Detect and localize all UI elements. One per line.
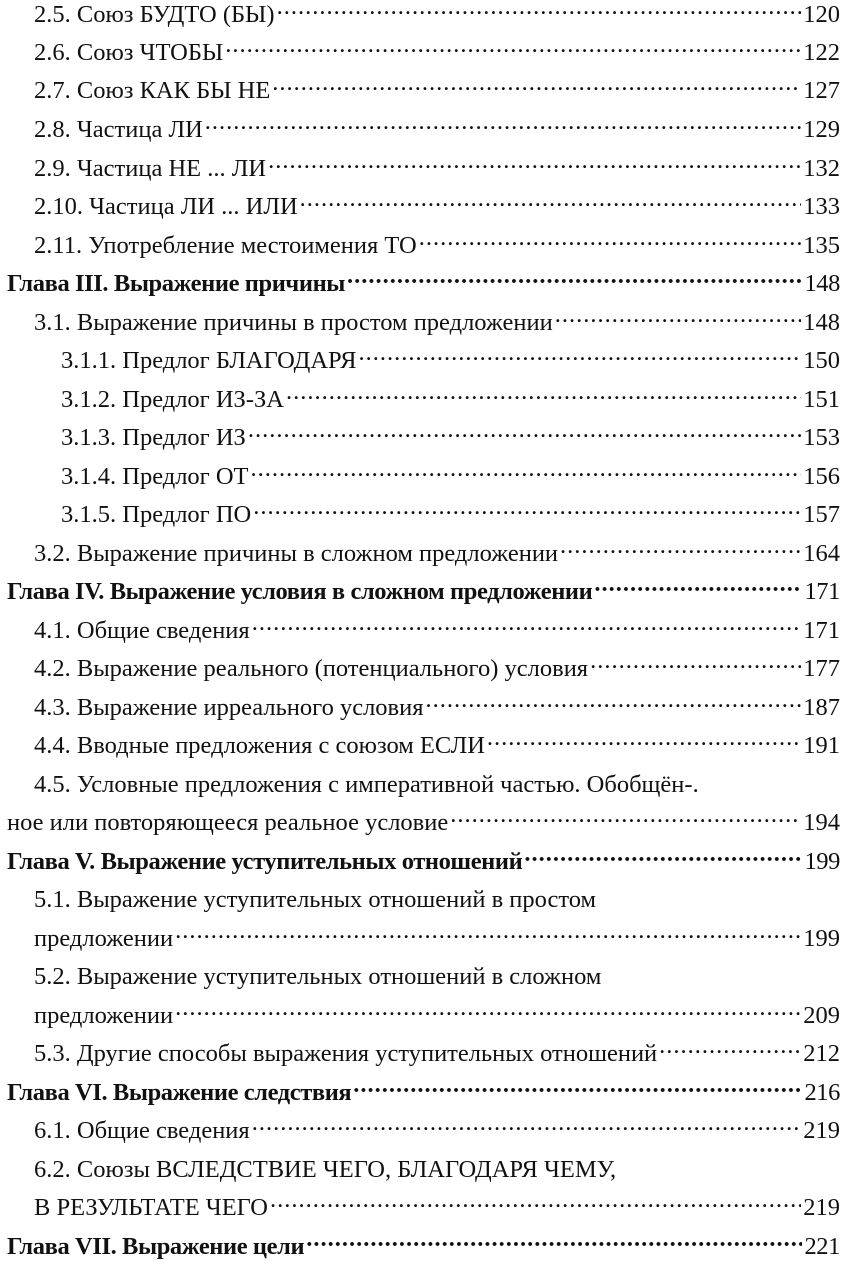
toc-entry-4-1[interactable] bbox=[0, 612, 840, 651]
chapter-title: Глава IV. Выражение условия в сложном предложении bbox=[7, 578, 593, 605]
dot-leader bbox=[306, 1230, 802, 1255]
page-number: 120 bbox=[803, 1, 840, 28]
page-number: 177 bbox=[803, 655, 840, 682]
entry-title-continued: предложении bbox=[34, 1002, 174, 1029]
page-number: 122 bbox=[803, 39, 840, 66]
page-number: 153 bbox=[803, 424, 840, 451]
page-number: 151 bbox=[803, 386, 840, 413]
entry-title: 2.10. Частица ЛИ ... ИЛИ bbox=[34, 193, 298, 220]
dot-leader bbox=[252, 614, 802, 639]
dot-leader bbox=[225, 36, 801, 61]
chapter-title: Глава V. Выражение уступительных отношений bbox=[7, 848, 523, 875]
dot-leader bbox=[268, 152, 801, 177]
toc-entry-4-2[interactable] bbox=[0, 650, 840, 689]
toc-chapter-7[interactable] bbox=[0, 1228, 840, 1267]
dot-leader bbox=[253, 498, 801, 523]
dot-leader bbox=[175, 922, 801, 947]
toc-entry-6-2-line1[interactable] bbox=[0, 1151, 840, 1190]
entry-title: 3.1.5. Предлог ПО bbox=[61, 501, 252, 528]
dot-leader bbox=[487, 729, 801, 754]
entry-title: 4.3. Выражение ирреального условия bbox=[34, 694, 424, 721]
entry-title: 4.4. Вводные предложения с союзом ЕСЛИ bbox=[34, 732, 485, 759]
dot-leader bbox=[270, 1191, 801, 1216]
toc-entry-2-8[interactable] bbox=[0, 111, 840, 150]
dot-leader bbox=[555, 306, 802, 331]
dot-leader bbox=[358, 344, 801, 369]
dot-leader bbox=[594, 575, 802, 600]
toc-entry-5-1-line1[interactable] bbox=[0, 881, 840, 920]
entry-title: 3.1.4. Предлог ОТ bbox=[61, 463, 249, 490]
toc-entry-4-4[interactable] bbox=[0, 727, 840, 766]
page-number: 164 bbox=[803, 540, 840, 567]
toc-chapter-4[interactable] bbox=[0, 573, 840, 612]
toc-chapter-6[interactable] bbox=[0, 1074, 840, 1113]
toc-entry-2-7[interactable] bbox=[0, 72, 840, 111]
dot-leader bbox=[286, 383, 801, 408]
page-number: 221 bbox=[804, 1233, 840, 1260]
dot-leader bbox=[252, 1114, 802, 1139]
page-number: 150 bbox=[803, 347, 840, 374]
toc-entry-3-2[interactable] bbox=[0, 535, 840, 574]
toc-entry-3-1-5[interactable] bbox=[0, 496, 840, 535]
entry-title-continued: ное или повторяющееся реальное условие bbox=[7, 809, 449, 836]
page-number: 209 bbox=[803, 1002, 840, 1029]
chapter-title: Глава VI. Выражение следствия bbox=[7, 1079, 352, 1106]
entry-title: 3.1.1. Предлог БЛАГОДАРЯ bbox=[61, 347, 357, 374]
page-number: 219 bbox=[803, 1117, 840, 1144]
dot-leader bbox=[560, 537, 801, 562]
entry-title: 3.1.2. Предлог ИЗ-ЗА bbox=[61, 386, 284, 413]
toc-entry-5-2-line2[interactable] bbox=[0, 997, 840, 1036]
dot-leader bbox=[524, 845, 802, 870]
entry-title: 6.1. Общие сведения bbox=[34, 1117, 250, 1144]
dot-leader bbox=[426, 691, 802, 716]
toc-entry-6-1[interactable] bbox=[0, 1112, 840, 1151]
dot-leader bbox=[659, 1037, 801, 1062]
entry-title: 4.2. Выражение реального (потенциального) условия bbox=[34, 655, 589, 682]
page-number: 199 bbox=[804, 848, 840, 875]
entry-title: 5.2. Выражение уступительных отношений в сложном bbox=[34, 963, 602, 990]
page-number: 191 bbox=[803, 732, 840, 759]
toc-entry-5-3[interactable] bbox=[0, 1035, 840, 1074]
dot-leader bbox=[347, 267, 802, 292]
dot-leader bbox=[272, 74, 801, 99]
dot-leader bbox=[205, 113, 801, 138]
dot-leader bbox=[300, 190, 802, 215]
dot-leader bbox=[590, 652, 801, 677]
toc-entry-5-1-line2[interactable] bbox=[0, 920, 840, 959]
entry-title: 5.1. Выражение уступительных отношений в простом bbox=[34, 886, 597, 913]
toc-entry-3-1-4[interactable] bbox=[0, 458, 840, 497]
dot-leader bbox=[175, 999, 801, 1024]
entry-title: 2.7. Союз КАК БЫ НЕ bbox=[34, 77, 271, 104]
toc-chapter-3[interactable] bbox=[0, 265, 840, 304]
toc-entry-4-5-line1[interactable] bbox=[0, 766, 840, 805]
entry-title-continued: В РЕЗУЛЬТАТЕ ЧЕГО bbox=[34, 1194, 268, 1221]
entry-title: 2.8. Частица ЛИ bbox=[34, 116, 203, 143]
toc-entry-2-6[interactable] bbox=[0, 34, 840, 73]
page-number: 194 bbox=[803, 809, 840, 836]
page-number: 127 bbox=[803, 77, 840, 104]
entry-title-continued: предложении bbox=[34, 925, 174, 952]
dot-leader bbox=[419, 229, 802, 254]
page-number: 187 bbox=[803, 694, 840, 721]
page-number: 157 bbox=[803, 501, 840, 528]
toc-entry-6-2-line2[interactable] bbox=[0, 1189, 840, 1228]
toc-entry-4-5-line2[interactable] bbox=[0, 804, 840, 843]
page-number: 171 bbox=[803, 617, 840, 644]
toc-entry-3-1[interactable] bbox=[0, 304, 840, 343]
toc-entry-3-1-2[interactable] bbox=[0, 381, 840, 420]
toc-entry-2-5[interactable] bbox=[0, 0, 840, 35]
page-number: 171 bbox=[804, 578, 840, 605]
page-number: 133 bbox=[803, 193, 840, 220]
page-number: 135 bbox=[803, 232, 840, 259]
toc-entry-3-1-3[interactable] bbox=[0, 419, 840, 458]
page-number: 156 bbox=[803, 463, 840, 490]
entry-title: 2.9. Частица НЕ ... ЛИ bbox=[34, 155, 267, 182]
toc-entry-2-11[interactable] bbox=[0, 227, 840, 266]
dot-leader bbox=[248, 421, 801, 446]
toc-entry-4-3[interactable] bbox=[0, 689, 840, 728]
dot-leader bbox=[353, 1076, 802, 1101]
page-number: 148 bbox=[803, 309, 840, 336]
dot-leader bbox=[277, 0, 802, 22]
entry-title: 2.11. Употребление местоимения ТО bbox=[34, 232, 417, 259]
page-number: 148 bbox=[804, 270, 840, 297]
page-number: 132 bbox=[803, 155, 840, 182]
entry-title: 3.1. Выражение причины в простом предложении bbox=[34, 309, 553, 336]
entry-title: 4.1. Общие сведения bbox=[34, 617, 250, 644]
page-number: 199 bbox=[803, 925, 840, 952]
toc-chapter-5[interactable] bbox=[0, 843, 840, 882]
entry-title: 5.3. Другие способы выражения уступительных отношений bbox=[34, 1040, 658, 1067]
page-number: 129 bbox=[803, 116, 840, 143]
entry-title: 6.2. Союзы ВСЛЕДСТВИЕ ЧЕГО, БЛАГОДАРЯ ЧЕМУ, bbox=[34, 1156, 617, 1183]
chapter-title: Глава VII. Выражение цели bbox=[7, 1233, 305, 1260]
entry-title: 4.5. Условные предложения с императивной частью. Обобщён-. bbox=[34, 771, 699, 798]
entry-title: 3.2. Выражение причины в сложном предложении bbox=[34, 540, 559, 567]
page-number: 212 bbox=[803, 1040, 840, 1067]
chapter-title: Глава III. Выражение причины bbox=[7, 270, 346, 297]
entry-title: 2.6. Союз ЧТОБЫ bbox=[34, 39, 224, 66]
toc-entry-5-2-line1[interactable] bbox=[0, 958, 840, 997]
dot-leader bbox=[450, 806, 801, 831]
toc-entry-3-1-1[interactable] bbox=[0, 342, 840, 381]
entry-title: 2.5. Союз БУДТО (БЫ) bbox=[34, 1, 275, 28]
toc-entry-2-10[interactable] bbox=[0, 188, 840, 227]
entry-title: 3.1.3. Предлог ИЗ bbox=[61, 424, 246, 451]
page-number: 216 bbox=[804, 1079, 840, 1106]
page-number: 219 bbox=[803, 1194, 840, 1221]
dot-leader bbox=[251, 460, 802, 485]
toc-entry-2-9[interactable] bbox=[0, 150, 840, 189]
